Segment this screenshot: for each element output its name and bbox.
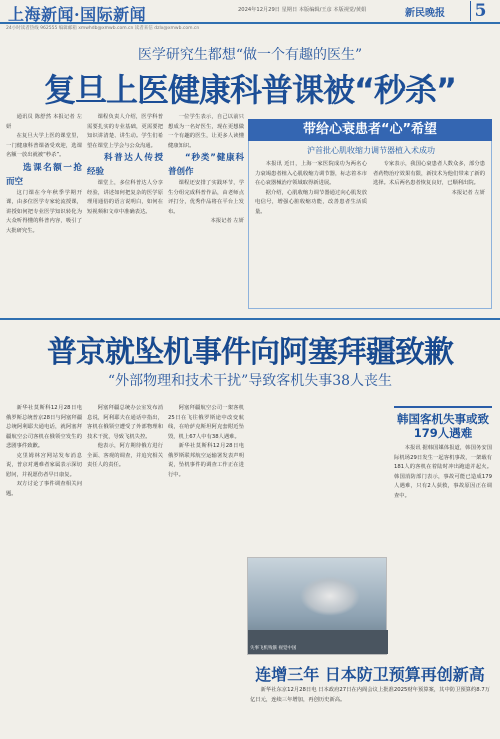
story1-column-1: 通讯员 陈舒然 本报记者 左妍 在复旦大学上医的课堂里，一门健康科普课备受欢迎，选课名额一放出就被“秒杀”。 选课名额一抢而空 这门课在今年秋季学期开课，由多位医学专家轮流授课，讲授如何把专业医学知识转化为大众听得懂的科普内容，吸引了大批研究生。 bbox=[6, 114, 82, 234]
section-title: 上海新闻·国际新闻 bbox=[8, 5, 147, 24]
korea-text: 本报讯 据韩国媒体报道，韩国务安国际机场29日发生一起客机事故，一架载有181人的客机在着陆时冲出跑道并起火。韩国消防部门表示，事故可能已造成179人遇难，只有2人获救，事故原因正在调查中。 bbox=[394, 445, 492, 499]
subhead: 科普达人传授经验 bbox=[87, 153, 163, 177]
box-column-1: 本报讯 近日，上海一家医院成功为两名心力衰竭患者植入心肌收缩力调节器，标志着本市在心衰器械治疗领域取得新进展。 据介绍，心肌收缩力调节器通过向心肌发放电信号，增强心脏收缩功能，改善患者生活质量。 bbox=[255, 161, 367, 215]
story1-headline: 复旦上医健康科普课被“秒杀” bbox=[43, 71, 457, 109]
subhead: 选课名额一抢而空 bbox=[6, 162, 82, 187]
subhead: “秒类”健康科普创作 bbox=[168, 153, 244, 177]
contact-line: 24小时读者热线 962555 编辑邮箱 xmwhdb@xmwb.com.cn 读者来信 dzlx@xmwb.com.cn bbox=[6, 26, 200, 31]
page-header bbox=[0, 0, 500, 24]
newspaper-logo: 新民晚报 bbox=[405, 8, 445, 19]
box-subtitle: 沪首批心肌收缩力调节器植入术成功 bbox=[307, 146, 435, 155]
story1-kicker: 医学研究生都想“做一个有趣的医生” bbox=[137, 47, 363, 63]
korea-story bbox=[394, 406, 492, 556]
story1-column-3: 一位学生表示，自己以前只想成为一名好医生，现在更想做一个有趣的医生，让更多人读懂健康知识。 “秒类”健康科普创作 课程还安排了实践环节，学生分组完成科普作品，由老师点评打分，优秀作品将在平台上发布。 本报记者 左妍 bbox=[168, 113, 244, 313]
photo-caption: 失事飞机残骸 视觉中国 bbox=[250, 646, 297, 651]
date-info: 2024年12月29日 星期日 本版编辑/王彦 本版视觉/黄娟 bbox=[238, 7, 367, 13]
box-title: 带给心衰患者“心”希望 bbox=[248, 119, 492, 141]
story1-column-2: 课程负责人介绍，医学科普需要扎实的专业基础，更需要把知识讲清楚、讲生动。学生们希望在课堂上学会与公众沟通。 科普达人传授经验 课堂上，多位科普达人分享经验，讲述如何把复杂的医学原理用通俗的语言说明白，如何在短视频和文章中准确表达。 bbox=[87, 114, 163, 215]
story3-headline: 连增三年 日本防卫预算再创新高 bbox=[255, 665, 485, 684]
story3-text: 新华社东京12月28日电 日本政府27日在内阁会议上批准2025财年预算案，其中防卫预算约8.7万亿日元，连续三年增加，再创历史新高。 bbox=[250, 687, 490, 703]
divider bbox=[0, 318, 500, 320]
sidebar-box bbox=[248, 119, 492, 309]
story2-column-2: 阿塞拜疆总统办公室发布消息说，阿利耶夫在通话中指出，客机在俄领空遭受了外部物理和技术干扰，导致飞机失控。 他表示，阿方期待俄方进行全面、客观的调查，并追究相关责任人的责任。 bbox=[87, 405, 163, 468]
byline: 本报记者 左妍 bbox=[210, 218, 244, 224]
crash-photo bbox=[247, 557, 387, 655]
story2-kicker: “外部物理和技术干扰”导致客机失事38人丧生 bbox=[107, 373, 393, 389]
story2-column-3: 阿塞拜疆航空公司一架客机25日在飞往俄罗斯途中改变航线，在哈萨克斯坦阿克套附近坠毁，机上67人中有38人遇难。 新华社莫斯科12月28日电 俄罗斯联邦航空运输署发表声明说，坠机事件的调查工作正在进行中。 bbox=[168, 405, 244, 478]
box-column-2: 专家表示，我国心衰患者人数众多，部分患者药物治疗效果有限，新技术为他们带来了新的选择。术后两名患者恢复良好，已顺利出院。 本报记者 左妍 bbox=[373, 161, 485, 196]
smoke-shape bbox=[300, 576, 360, 616]
story2-headline: 普京就坠机事件向阿塞拜疆致歉 bbox=[47, 335, 453, 370]
story2-column-1: 新华社莫斯科12月28日电 俄罗斯总统普京28日与阿塞拜疆总统阿利耶夫通电话，就阿塞拜疆航空公司客机在俄领空发生的悲剧事件致歉。 克里姆林宫网站发布消息说，普京对遇难者家属表示深切慰问，并祝愿伤者早日康复。 双方讨论了事件调查相关问题。 bbox=[6, 405, 82, 497]
page-number: 5 bbox=[470, 1, 490, 21]
korea-headline: 韩国客机失事或致179人遇难 bbox=[397, 412, 489, 440]
